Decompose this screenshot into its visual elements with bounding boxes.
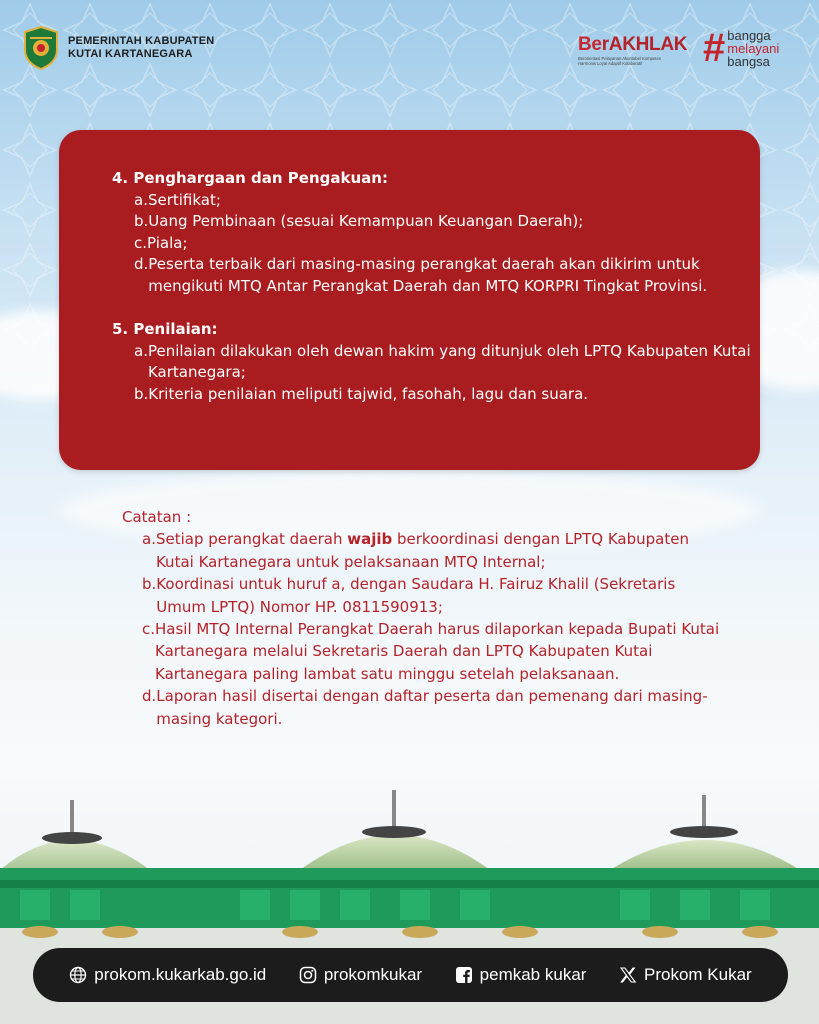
list-marker: d. xyxy=(134,255,149,273)
list-marker: b. xyxy=(134,384,149,403)
bangga-word2: melayani xyxy=(727,40,780,56)
list-item xyxy=(122,573,722,618)
berakhlak-logo xyxy=(578,34,690,66)
list-text: Penilaian dilakukan oleh dewan hakim yang ditunjuk oleh LPTQ Kabupaten Kutai Kartanegara; xyxy=(147,341,751,381)
x-icon xyxy=(619,966,637,984)
list-text: Piala; xyxy=(147,233,188,252)
berakhlak-tag2: Harmonis Loyal Adaptif Kolaboratif xyxy=(578,61,643,66)
list-marker: d. xyxy=(142,687,157,706)
berakhlak-be: Be xyxy=(578,34,602,55)
list-text: Peserta terbaik dari masing-masing perangkat daerah akan dikirim untuk mengikuti MTQ Antar Perangkat Daerah dan MTQ KORPRI Tingkat Provinsi. xyxy=(148,255,708,295)
list-item xyxy=(134,341,752,384)
globe-icon xyxy=(69,966,87,984)
facebook-icon xyxy=(455,966,473,984)
list-marker: c. xyxy=(142,620,156,639)
instagram-icon xyxy=(299,966,317,984)
list-item xyxy=(122,685,722,730)
website-text: prokom.kukarkab.go.id xyxy=(94,965,267,984)
berakhlak-title xyxy=(578,34,690,56)
list-marker: a. xyxy=(134,341,148,360)
x-text: Prokom Kukar xyxy=(644,965,752,984)
footer-x[interactable] xyxy=(619,965,752,985)
list-item xyxy=(134,384,752,406)
facebook-text: pemkab kukar xyxy=(479,965,587,984)
instagram-text: prokomkukar xyxy=(323,965,423,984)
gov-name-line2: KUTAI KARTANEGARA xyxy=(68,48,193,60)
note-a-post: berkoordinasi dengan LPTQ Kabupaten Kutai Kartanegara untuk pelaksanaan MTQ Internal; xyxy=(155,530,689,571)
section-title-penghargaan: 4. Penghargaan dan Pengakuan: xyxy=(112,169,388,187)
section-title-penilaian: 5. Penilaian: xyxy=(112,320,218,338)
bangga-word3: bangsa xyxy=(727,53,770,69)
list-marker: a. xyxy=(134,190,148,209)
info-card xyxy=(59,130,760,470)
list-text: Hasil MTQ Internal Perangkat Daerah harus dilaporkan kepada Bupati Kutai Kartanegara melalui Sekretaris Daerah dan LPTQ Kabupaten Kutai Kartanegara paling lambat satu minggu setelah pelaksanaan. xyxy=(155,620,720,683)
list-text xyxy=(156,528,722,573)
list-marker: a. xyxy=(142,530,156,549)
list-text: Laporan hasil disertai dengan daftar peserta dan pemenang dari masing-masing kategori. xyxy=(156,687,708,728)
berakhlak-tag1: Berorientasi Pelayanan Akuntabel Kompeten xyxy=(578,56,662,61)
note-a-pre: Setiap perangkat daerah xyxy=(155,530,348,549)
kukar-logo xyxy=(22,26,214,70)
list-text: Koordinasi untuk huruf a, dengan Saudara H. Fairuz Khalil (Sekretaris Umum LPTQ) Nomor HP. 0811590913; xyxy=(156,575,676,616)
notes-title: Catatan : xyxy=(122,508,192,526)
list-item xyxy=(134,190,752,212)
list-item xyxy=(122,618,722,685)
list-marker: c. xyxy=(134,233,148,252)
footer-website[interactable] xyxy=(69,965,266,985)
list-text: Sertifikat; xyxy=(147,190,221,209)
berakhlak-rest: rAKHLAK xyxy=(601,34,688,55)
note-a-bold: wajib xyxy=(347,530,393,549)
list-text: Kriteria penilaian meliputi tajwid, fasohah, lagu dan suara. xyxy=(148,384,589,403)
footer-facebook[interactable] xyxy=(455,965,587,985)
gov-name-line1: PEMERINTAH KABUPATEN xyxy=(68,35,215,47)
bangga-melayani-logo xyxy=(703,28,779,68)
list-item xyxy=(134,211,752,233)
kukar-emblem-icon xyxy=(22,26,60,70)
bangga-word1: bangga xyxy=(727,27,771,43)
list-text: Uang Pembinaan (sesuai Kemampuan Keuangan Daerah); xyxy=(148,212,584,230)
hash-icon: # xyxy=(703,26,726,70)
list-marker: b. xyxy=(134,212,149,230)
footer-bar xyxy=(33,948,788,1002)
notes-section xyxy=(122,506,722,730)
list-marker: b. xyxy=(142,575,157,594)
footer-instagram[interactable] xyxy=(299,965,422,985)
list-item xyxy=(134,254,752,297)
list-item xyxy=(122,528,722,573)
list-item xyxy=(134,233,752,255)
